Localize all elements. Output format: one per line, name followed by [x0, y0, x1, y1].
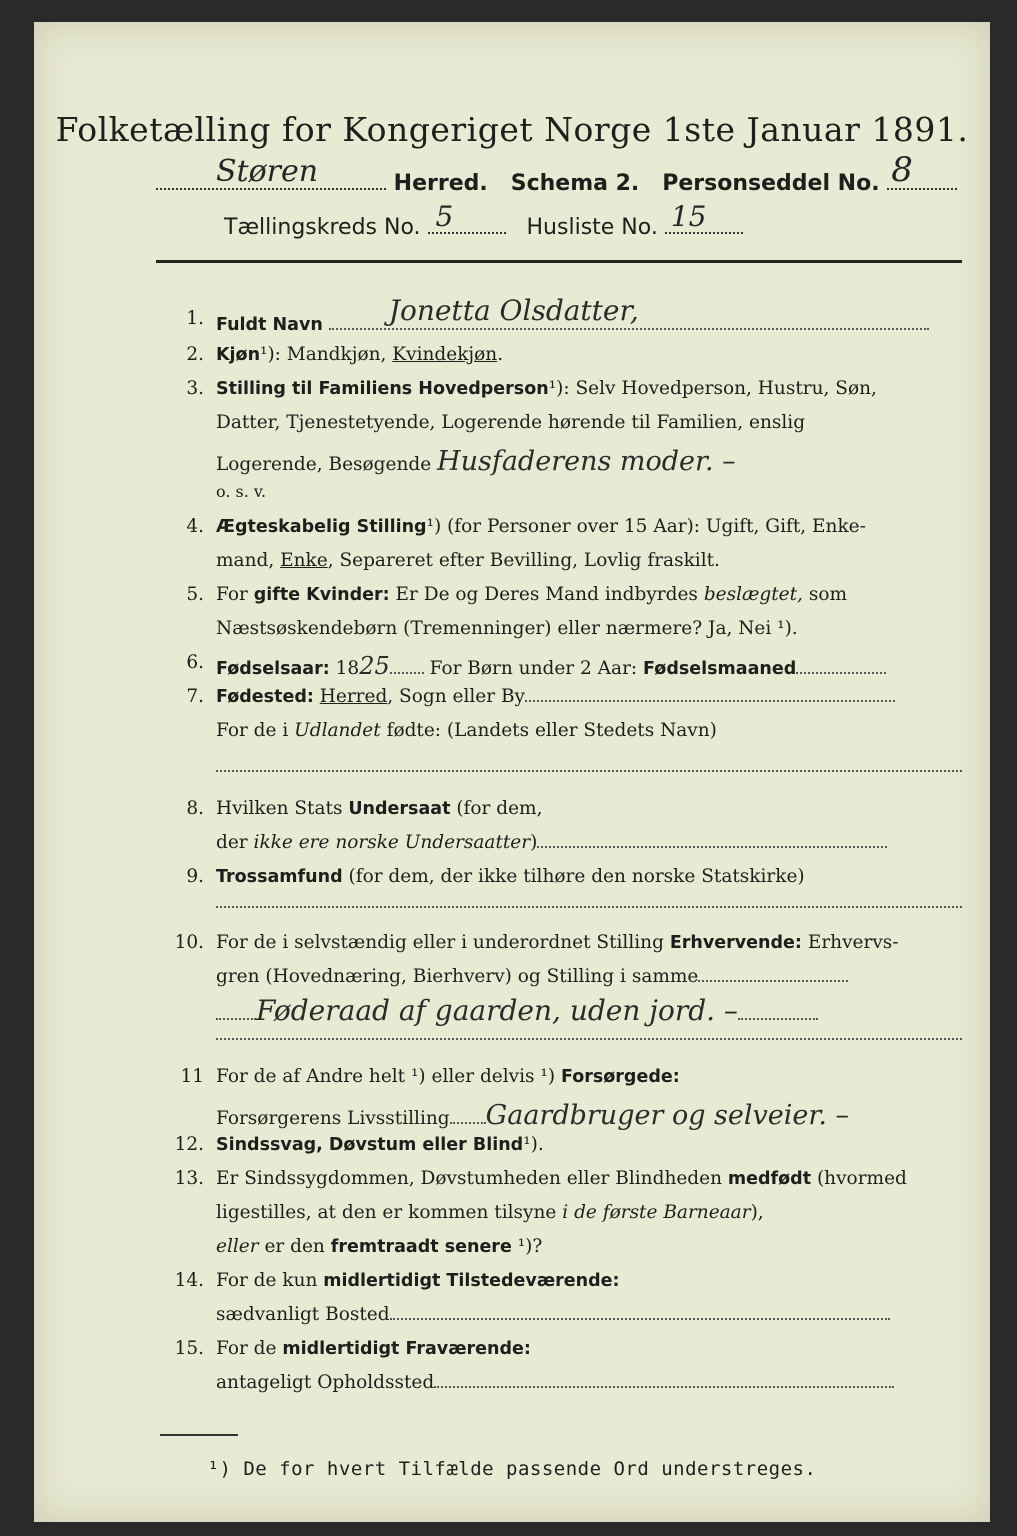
- text-livsstilling: Forsørgerens Livsstilling: [216, 1108, 450, 1129]
- label-stilling: Stilling til Familiens Hovedperson: [216, 379, 549, 399]
- label-kjon: Kjøn: [216, 345, 261, 365]
- text-beslaegtet: beslægtet,: [703, 584, 803, 605]
- value-stilling: Husfaderens moder. –: [437, 446, 736, 477]
- label-fravaerende: midlertidigt Fraværende:: [282, 1339, 531, 1359]
- label-fremtraadt: fremtraadt senere: [330, 1237, 512, 1257]
- herred-line: [156, 150, 957, 196]
- item-number: 9.: [186, 866, 204, 887]
- text-udlandet: Udlandet: [294, 720, 381, 741]
- text-ikke-norske: ikke ere norske Undersaatter: [253, 832, 531, 853]
- label-fodested: Fødested:: [216, 687, 314, 707]
- text-question: ¹)?: [517, 1236, 543, 1257]
- item-number: 2.: [186, 344, 204, 365]
- personseddel-label: Personseddel No.: [662, 171, 880, 196]
- text-erhvervs: Erhvervs-: [807, 932, 899, 953]
- text-aegteskabelig-a: ¹) (for Personer over 15 Aar): Ugift, Gift, Enke-: [426, 516, 866, 537]
- value-fodselsaar: 25: [359, 652, 390, 680]
- item-number: 14.: [174, 1270, 204, 1291]
- item-number: 4.: [186, 516, 204, 537]
- text-stilling-c: Logerende, Besøgende: [216, 454, 432, 475]
- text-der: der: [216, 832, 248, 853]
- item-number: 13.: [174, 1168, 204, 1189]
- label-trossamfund: Trossamfund: [216, 867, 343, 887]
- text-for-de-i: For de i: [216, 720, 289, 741]
- value-name: Jonetta Olsdatter,: [388, 294, 639, 327]
- item-number: 15.: [174, 1338, 204, 1359]
- label-fodselsaar: Fødselsaar:: [216, 659, 330, 679]
- label-erhvervende: Erhvervende:: [669, 933, 802, 953]
- text-stilling-a: ¹): Selv Hovedperson, Hustru, Søn,: [548, 378, 877, 399]
- text-trossamfund: (for dem, der ikke tilhøre den norske Statskirke): [348, 866, 805, 887]
- herred-value: Støren: [216, 154, 319, 189]
- kreds-value: 5: [435, 200, 454, 233]
- value-erhverv: Føderaad af gaarden, uden jord. –: [256, 994, 738, 1027]
- label-fodselsmaaned: Fødselsmaaned: [643, 659, 797, 679]
- text-er-den: er den: [264, 1236, 325, 1257]
- text-osv: o. s. v.: [216, 482, 267, 501]
- label-tilstedevaerende: midlertidigt Tilstedeværende:: [323, 1271, 620, 1291]
- text-gifte-a: Er De og Deres Mand indbyrdes: [395, 584, 698, 605]
- item-number: 1.: [186, 308, 204, 329]
- text-kjon-options: ¹): Mandkjøn,: [260, 344, 387, 365]
- text-hvormed: (hvormed: [816, 1168, 907, 1189]
- item-7-fill-line: [216, 770, 962, 772]
- label-sindssvag: Sindssvag, Døvstum eller Blind: [216, 1135, 524, 1155]
- text-bosted: sædvanligt Bosted: [216, 1304, 390, 1325]
- text-herred: Herred: [319, 686, 388, 707]
- herred-label: Herred.: [393, 171, 488, 196]
- header-rule: [156, 260, 962, 263]
- husliste-label: Husliste No.: [526, 215, 658, 240]
- text-opholdssted: antageligt Opholdssted: [216, 1372, 435, 1393]
- text-stilling-b: Datter, Tjenestetyende, Logerende hørende til Familien, enslig: [216, 412, 806, 433]
- text-kvindekjon: Kvindekjøn: [392, 344, 498, 365]
- text-for-de-kun: For de kun: [216, 1270, 318, 1291]
- form-title: Folketælling for Kongeriget Norge 1ste Januar 1891.: [55, 110, 969, 149]
- text-sogn: , Sogn eller By: [387, 686, 526, 707]
- text-enke: Enke: [280, 550, 328, 571]
- text-18: 18: [335, 658, 360, 679]
- husliste-value: 15: [670, 200, 707, 233]
- item-number: 12.: [174, 1134, 204, 1155]
- label-aegteskabelig: Ægteskabelig Stilling: [216, 517, 427, 537]
- text-aegteskabelig-b: , Separeret efter Bevilling, Lovlig fraskilt.: [327, 550, 720, 571]
- text-paren: ): [530, 832, 538, 853]
- label-gifte-kvinder: gifte Kvinder:: [253, 585, 390, 605]
- text-forsorgede-a: For de af Andre helt ¹) eller delvis ¹): [216, 1066, 556, 1087]
- text-for-de: For de: [216, 1338, 277, 1359]
- text-sindssvag: ¹).: [523, 1134, 544, 1155]
- census-form: Folketælling for Kongeriget Norge 1ste Januar 1891. Støren Herred. Schema 2. Personseddel No. 8 Tællingskreds No. 5 Husliste No. 15 1. Fuldt Navn Jonetta Olsdatter, 2. Kjøn¹): Mandkjøn, Kvindekjøn. 3. Stilling til Familiens Hovedperson¹): Selv Hovedperson, Hustru, Søn, Datter, Tjenestetyende, Logerende hørende til Familien, enslig Logerende, Besøgende Husfaderens moder. – o. s. v. 4. Ægteskabelig Stilling¹) (for Personer over 15 Aar): Ugift, Gift, Enke- mand, Enke, Separeret efter Bevilling, Lovlig fraskilt. 5. For gifte Kvinder: Er De og Deres Mand indbyrdes beslægtet, som Næstsøskendebørn (Tremenninger) eller nærmere? Ja, Nei ¹). 6. Fødselsaar: 1825 For Børn under 2 Aar: Fødselsmaaned 7. Fødested: Herred, Sogn eller By For de i Udlandet fødte: (Landets eller Stedets Navn) 8. Hvilken Stats Undersaat (for dem, der ikke ere norske Undersaatter) 9. Trossamfund (for dem, der ikke tilhøre den norske Statskirke) 10. For de i selvstændig eller i underordnet Stilling Erhvervende: Erhvervs- gren (Hovednæring, Bierhverv) og Stilling i samme Føderaad af gaarden, uden jord. – 11 For de af Andre helt ¹) eller delvis ¹) Forsørgede: Forsørgerens Livsstilling Gaardbruger og selveier. – 12. Sindssvag, Døvstum eller Blind¹). 13. Er Sindssygdommen, Døvstumheden eller Blindheden medfødt (hvormed ligestilles, at den er kommen tilsyne i de første Barneaar), eller er den fremtraadt senere ¹)? 14. For de kun midlertidigt Tilstedeværende: sædvanligt Bosted 15. For de midlertidigt Fraværende: antageligt Opholdssted ¹) De for hvert Tilfælde passende Ord understreges.: [34, 22, 990, 1522]
- text-landets: fødte: (Landets eller Stedets Navn): [386, 720, 717, 741]
- text-for: For: [216, 584, 248, 605]
- label-forsorgede: Forsørgede:: [560, 1067, 680, 1087]
- text-paren-comma: ),: [750, 1202, 764, 1223]
- text-born-under: For Børn under 2 Aar:: [429, 658, 638, 679]
- text-mand: mand,: [216, 550, 275, 571]
- item-number: 10.: [174, 932, 204, 953]
- footnote-rule: [160, 1434, 238, 1436]
- item-number: 8.: [186, 798, 204, 819]
- footnote: ¹) De for hvert Tilfælde passende Ord understreges.: [207, 1458, 817, 1480]
- text-eller: eller: [216, 1236, 259, 1257]
- item-9-fill-line: [216, 906, 962, 908]
- schema-label: Schema 2.: [510, 171, 640, 196]
- item-number: 11: [180, 1066, 204, 1087]
- item-number: 3.: [186, 378, 204, 399]
- label-fuldt-navn: Fuldt Navn: [216, 315, 323, 335]
- label-undersaat: Undersaat: [348, 799, 451, 819]
- text-ligestilles: ligestilles, at den er kommen tilsyne: [216, 1202, 557, 1223]
- text-sindssyg-a: Er Sindssygdommen, Døvstumheden eller Blindheden: [216, 1168, 723, 1189]
- item-number: 5.: [186, 584, 204, 605]
- text-som: som: [808, 584, 848, 605]
- kreds-line: [224, 200, 743, 240]
- item-number: 6.: [186, 652, 204, 673]
- value-livsstilling: Gaardbruger og selveier. –: [485, 1100, 849, 1131]
- item-number: 7.: [186, 686, 204, 707]
- text-erhverv-b: gren (Hovednæring, Bierhverv) og Stilling i samme: [216, 966, 699, 987]
- text-gifte-b: Næstsøskendebørn (Tremenninger) eller nærmere? Ja, Nei ¹).: [216, 618, 798, 639]
- text-barneaar: i de første Barneaar: [562, 1202, 751, 1223]
- label-medfodt: medfødt: [727, 1169, 812, 1189]
- text-for-dem: (for dem,: [456, 798, 543, 819]
- kreds-label: Tællingskreds No.: [224, 215, 421, 240]
- item-10-fill-line: [216, 1038, 962, 1040]
- text-hvilken: Hvilken Stats: [216, 798, 343, 819]
- text-erhverv-a: For de i selvstændig eller i underordnet Stilling: [216, 932, 664, 953]
- personseddel-value: 8: [891, 150, 913, 190]
